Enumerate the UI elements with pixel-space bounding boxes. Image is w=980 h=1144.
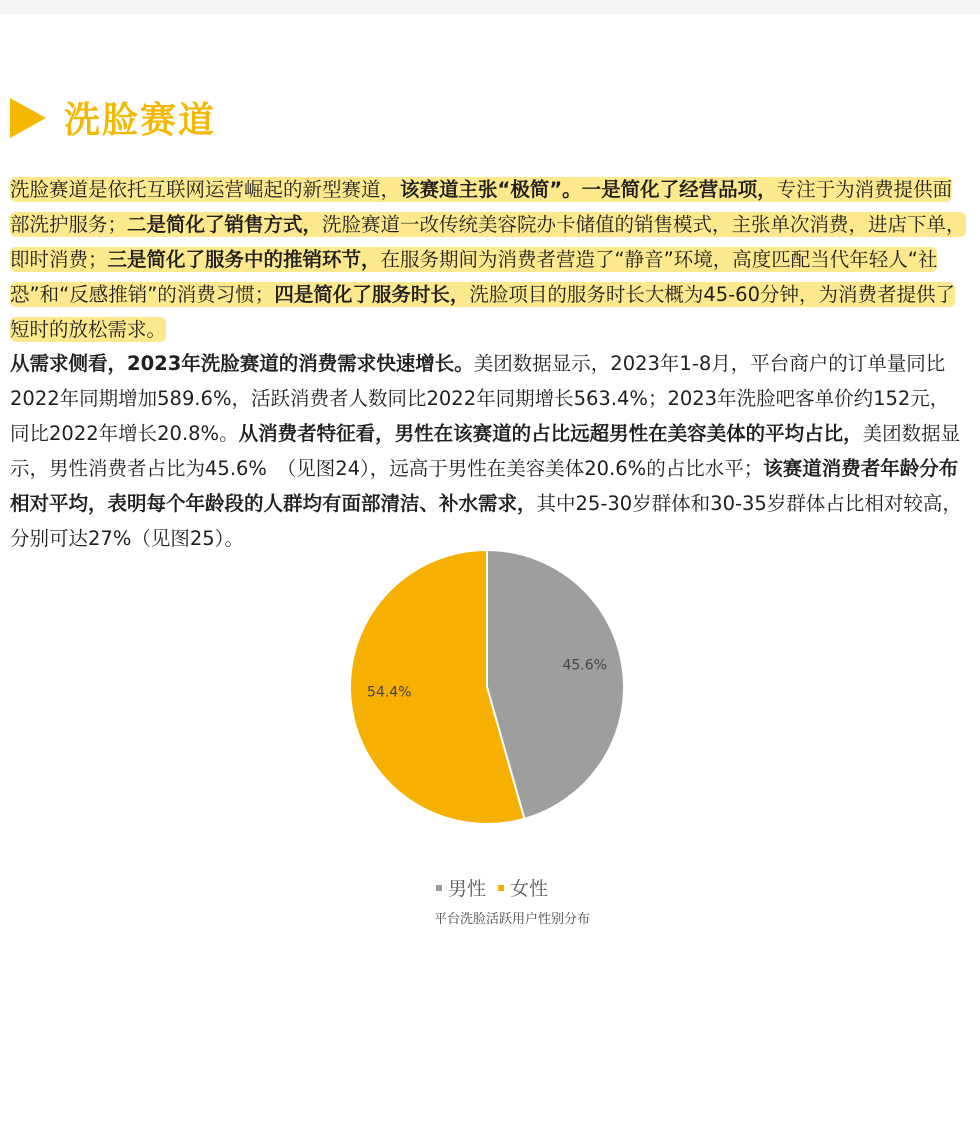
legend-item-male — [436, 874, 486, 901]
chart-caption: 平台洗脸活跃用户性别分布 — [434, 912, 591, 927]
paragraph1-run-8: 洗脸项目的服务时长大概为45-60分钟，为消费者提供了短时的放松需求。 — [10, 283, 955, 341]
paragraph2-run-5: 其中25-30岁群体和30-35岁群体占比相对较高，分别可达27%（见图25）。 — [10, 492, 962, 550]
pie-chart-svg — [330, 540, 650, 870]
paragraph2-run-1: 美团数据显示，2023年1-8月，平台商户的订单量同比2022年同期增加589.6%，活跃消费者人数同比2022年同期增长563.4%；2023年洗脸吧客单价约152元，同比2022年增长20.8%。 — [10, 352, 950, 445]
paragraph2-run-0: 从需求侧看，2023年洗脸赛道的消费需求快速增长。 — [10, 352, 474, 375]
paragraph1-run-7: 四是简化了服务时长， — [274, 283, 470, 306]
highlighted-text — [10, 177, 966, 342]
paragraph1-run-6: 在服务期间为消费者营造了“静音”环境，高度匹配当代年轻人“社恐”和“反感推销”的消费习惯； — [10, 248, 938, 306]
paragraph1-run-1: 该赛道主张“极简”。一是简化了经营品项， — [400, 178, 777, 201]
paragraph1-run-2: 专注于为消费提供面部洗护服务； — [10, 178, 953, 236]
legend-item-female — [498, 874, 548, 901]
chart-legend — [436, 874, 560, 901]
legend-swatch-female — [498, 885, 504, 891]
paragraph1-run-0: 洗脸赛道是依托互联网运营崛起的新型赛道， — [10, 178, 401, 201]
play-triangle-icon — [10, 98, 46, 138]
paragraph1-run-3: 二是简化了销售方式， — [127, 213, 323, 236]
paragraph2-run-4: 该赛道消费者年龄分布相对平均，表明每个年龄段的人群均有面部清洁、补水需求， — [10, 457, 959, 515]
paragraph2-run-2: 从消费者特征看，男性在该赛道的占比远超男性在美容美体的平均占比， — [238, 422, 863, 445]
paragraph1-run-5: 三是简化了服务中的推销环节， — [107, 248, 381, 271]
pie-label-0: 45.6% — [562, 657, 607, 674]
legend-swatch-male — [436, 885, 442, 891]
legend-label-female: 女性 — [510, 878, 549, 900]
pie-label-1: 54.4% — [367, 684, 412, 701]
paragraph-demand — [10, 346, 968, 556]
section-heading — [10, 92, 216, 143]
paragraph-intro — [10, 172, 968, 347]
paragraph1-run-4: 洗脸赛道一改传统美容院办卡储值的销售模式，主张单次消费，进店下单，即时消费； — [10, 213, 966, 271]
paragraph2-run-3: 美团数据显示，男性消费者占比为45.6% （见图24），远高于男性在美容美体20.6%的占比水平； — [10, 422, 961, 480]
top-edge — [0, 0, 980, 14]
legend-label-male: 男性 — [448, 878, 487, 900]
section-title: 洗脸赛道 — [64, 100, 217, 141]
